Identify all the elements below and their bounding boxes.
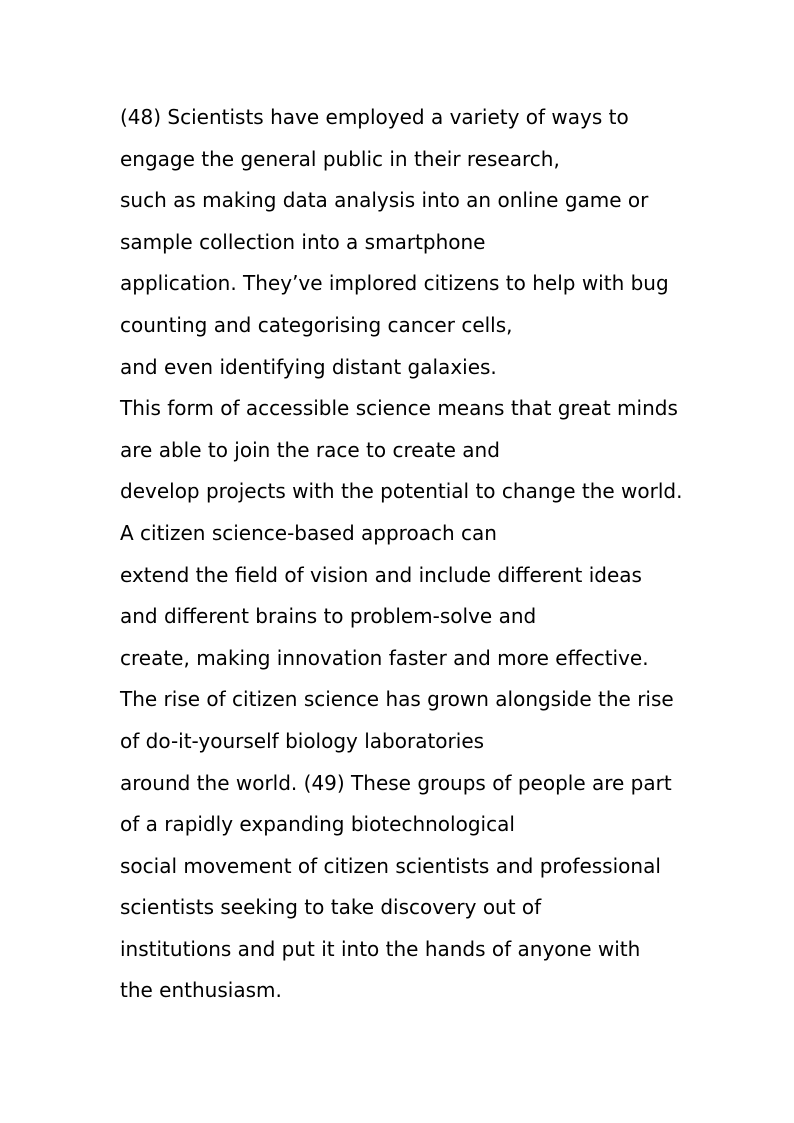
text-line: extend the field of vision and include different ideas [120,562,642,587]
text-line: create, making innovation faster and more effective. [120,645,649,670]
text-line: (48) Scientists have employed a variety of ways to [120,105,629,129]
text-line: The rise of citizen science has grown alongside the rise [120,687,674,712]
text-line: institutions and put it into the hands of anyone with [120,936,641,961]
text-line: of do-it-yourself biology laboratories [120,728,485,753]
text-line: A citizen science-based approach can [120,520,497,545]
text-line: This form of accessible science means that great minds [120,396,678,421]
text-line: develop projects with the potential to change the world. [120,479,683,504]
text-line: sample collection into a smartphone [120,229,486,254]
text-line: counting and categorising cancer cells, [120,312,513,337]
text-line: such as making data analysis into an online game or [120,188,649,213]
text-line: scientists seeking to take discovery out of [120,895,542,920]
passage-text [120,97,720,1012]
text-line: application. They’ve implored citizens to help with bug [120,271,669,296]
text-line: and different brains to problem-solve and [120,604,537,629]
text-line: engage the general public in their research, [120,146,560,171]
text-line: and even identifying distant galaxies. [120,354,497,379]
text-line: are able to join the race to create and [120,437,500,462]
text-line: the enthusiasm. [120,978,282,1003]
text-line: around the world. (49) These groups of people are part [120,770,672,795]
text-line: of a rapidly expanding biotechnological [120,812,515,837]
text-line: social movement of citizen scientists and professional [120,853,661,878]
